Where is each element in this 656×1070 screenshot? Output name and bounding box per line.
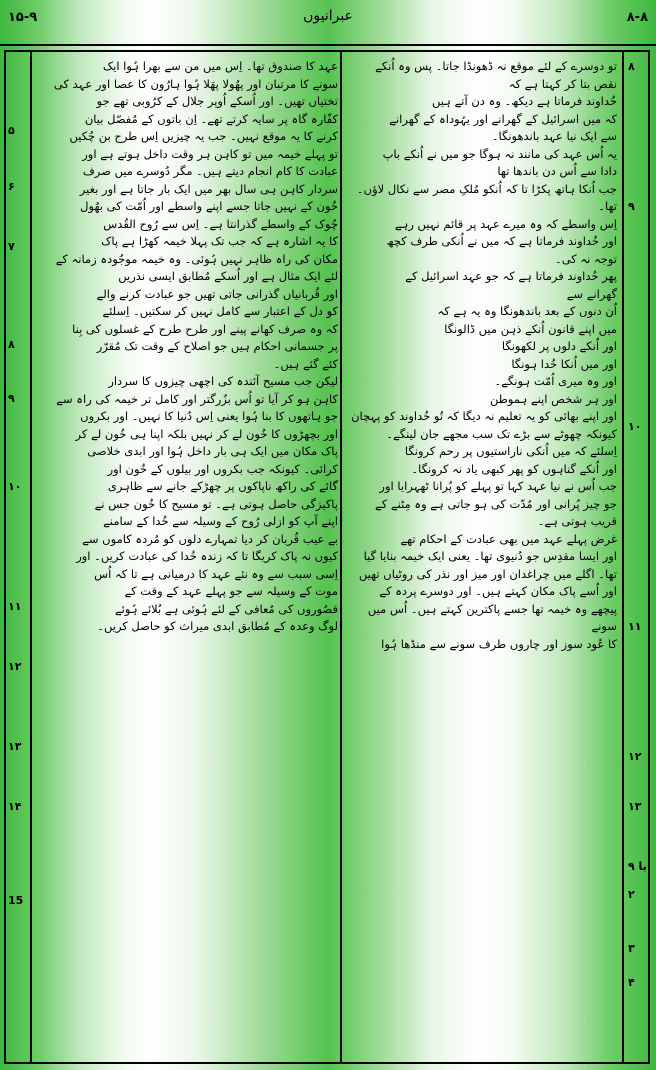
text-line: قصُوروں کی مُعافی کے لئے ہُوئی ہے بُلائے ہُوئے — [114, 601, 338, 616]
text-line: تختیاں تھیں۔ اور اُسکے اُوپر جلال کے کرُوبی تھے جو — [96, 94, 338, 108]
text-line: اور خُداوند فرماتا ہے کہ میں نے اُنکی طرف کچھ — [386, 234, 617, 248]
text-line: کیونکہ چھوٹے سے بڑے تک سب مجھے جان لینگے۔ — [386, 426, 617, 441]
verse-number: ۲ — [628, 888, 635, 901]
text-line: چُوک کے واسطے گذرانتا ہے۔ اِس سے رُوح القُدس — [103, 216, 338, 231]
text-line: پاکیزگی حاصل ہوتی ہے۔ تو مسیح کا خُون جس نے — [94, 496, 338, 511]
text-line: کاہن ہو کر آیا تو اُس بزُرگتر اور کامل تر خیمہ کی راہ سے — [56, 391, 338, 406]
text-line: اور ایسا مقدِس جو دُنیوی تھا۔ یعنی ایک خیمہ بنایا گیا — [363, 549, 617, 563]
verse-number: ۶ — [8, 180, 15, 193]
text-line: کو دل کے اعتبار سے کامل نہیں کر سکتیں۔ اِسلئے — [102, 304, 338, 318]
text-line: اور اُنکے گناہوں کو پھر کبھی یاد نہ کرونگا۔ — [411, 461, 617, 476]
text-line: تھا۔ — [598, 199, 617, 213]
right-margin-divider — [622, 50, 624, 1064]
text-line: اور اپنے بھائی کو یہ تعلیم نہ دیگا کہ تُو خُداوند کو پہچان — [351, 409, 617, 423]
text-line: پاک مکان میں ایک ہی بار داخل ہُوا اور ابدی خلاصی — [87, 444, 338, 458]
text-line: لوگ وعدہ کے مُطابق ابدی میراث کو حاصل کریں۔ — [97, 619, 338, 633]
page-header — [0, 0, 656, 46]
text-line: یہ اُس عہد کی مانند نہ ہوگا جو میں نے اُنکے باپ — [382, 146, 617, 161]
text-line: بے عیب قُربان کر دیا تمہارے دلوں کو مُردہ کاموں سے — [82, 531, 338, 546]
verse-number: ۱۰ — [8, 480, 22, 493]
text-line: خُون کے نہیں جاتا جسے اپنے واسطے اور اُمّت کی بھُول — [80, 199, 338, 213]
text-line: توجہ نہ کی۔ — [554, 251, 617, 266]
text-line: اور ہر شخص اپنے ہموطن — [490, 391, 617, 406]
text-line: اور اُسے پاک مکان کہتے ہیں۔ اور دوسرے پردہ کے — [379, 584, 617, 598]
text-line: پیچھے وہ خیمہ تھا جسے پاکترین کہتے ہیں۔ اُس میں سونے — [367, 601, 617, 633]
text-line: کا یہ اشارہ ہے کہ جب تک پہلا خیمہ کھڑا ہے پاک — [101, 234, 338, 248]
text-line: میں اپنے قانون اُنکے ذہن میں ڈالونگا — [444, 321, 617, 336]
verse-number: ۱۰ — [628, 420, 642, 433]
text-line: اور اُنکے دلوں پر لکھونگا — [501, 339, 617, 353]
text-line: موت کے وسیلہ سے جو پہلے عہد کے وقت کے — [124, 584, 338, 598]
verse-number: ۱۱ — [8, 600, 22, 613]
verse-number: ۱۲ — [8, 660, 22, 673]
text-line: عہد کا صندوق تھا۔ اِس میں من سے بھرا ہُوا ایک — [102, 59, 338, 73]
text-line: اِس واسطے کہ وہ میرے عہد پر قائم نہیں رہے — [394, 216, 617, 231]
verse-number: ۵ — [8, 124, 15, 137]
text-line: غرض پہلے عہد میں بھی عبادت کے احکام تھے — [400, 531, 617, 546]
verse-number: ۹ — [628, 200, 635, 213]
text-line: تو پہلے خیمہ میں تو کاہن ہر وقت داخل ہوتے ہے اور — [82, 146, 338, 161]
text-line: اور میں اُنکا خُدا ہونگا — [511, 356, 617, 371]
chapter-range-right: ۸-۸ — [626, 10, 648, 25]
text-line: کرائی۔ کیونکہ جب بکروں اور بیلوں کے خُون اور — [107, 461, 338, 476]
text-line: عبادت کا کام انجام دیتے ہیں۔ مگر دُوسرے میں صرف — [82, 164, 338, 178]
text-line: کفّارہ گاہ پر سایہ کرتے تھے۔ اِن باتوں کے مُفصّل بیان — [84, 111, 338, 126]
text-line: اِسلئے کہ میں اُنکی ناراستیوں پر رحم کرونگا — [404, 444, 617, 458]
column-divider — [340, 50, 342, 1064]
verse-number: ۸ — [628, 60, 635, 73]
left-margin-divider — [30, 50, 32, 1064]
text-line: کیوں نہ پاک کریگا تا کہ زندہ خُدا کی عبادت کریں۔ اور — [76, 549, 338, 563]
verse-number: ۱۳ — [8, 740, 22, 753]
text-line: جو ہاتھوں کا بنا ہُوا یعنی اِس دُنیا کا نہیں۔ اور بکروں — [80, 409, 338, 423]
text-line: اُن دنوں کے بعد باندھونگا وہ یہ ہے کہ — [437, 304, 617, 318]
text-line: سردار کاہن ہی سال بھر میں ایک بار جاتا ہے اور بغیر — [79, 181, 338, 196]
verse-number: ۹ با — [628, 860, 647, 873]
text-line: کئے گئے ہیں۔ — [273, 356, 338, 371]
text-line: جب اُنکا ہاتھ پکڑا تا کہ اُنکو مُلکِ مصر سے نکال لاؤں۔ — [356, 181, 617, 196]
verse-number: ۱۲ — [628, 750, 642, 763]
chapter-range-left: ۱۵-۹ — [8, 10, 38, 25]
text-line: دادا سے اُس دن باندھا تھا — [497, 164, 617, 178]
text-line: قریب ہوتی ہے۔ — [537, 514, 617, 528]
text-line: اور قُربانیاں گذرانی جاتی تھیں جو عبادت کرنے والے — [96, 286, 338, 301]
text-line: گائے کی راکھ ناپاکوں پر چھڑکے جانے سے ظاہری — [107, 479, 338, 493]
verse-number: ۴ — [628, 976, 635, 989]
verse-number: ۱۴ — [8, 800, 22, 813]
text-line: مکان کی راہ ظاہر نہیں ہُوئی۔ وہ خیمہ موجُودہ زمانہ کے — [55, 251, 338, 266]
text-line: سے ایک نیا عہد باندھونگا۔ — [491, 129, 617, 143]
text-line: کا عُود سوز اور چاروں طرف سونے سے منڈھا ہُوا — [381, 636, 617, 651]
verse-number: 15 — [8, 894, 24, 907]
text-line: سونے کا مرتبان اور پھُولا پھَلا ہُوا ہارُون کا عصا اور عہد کی — [53, 76, 338, 91]
text-line: اور وہ میری اُمّت ہونگے۔ — [494, 374, 617, 388]
text-line: اِسی سبب سے وہ نئے عہد کا درمیانی ہے تا کہ اُس — [94, 566, 338, 581]
verse-number: ۸ — [8, 338, 15, 351]
text-line: لیکن جب مسیح آئندہ کی اچھی چیزوں کا سردار — [108, 374, 338, 388]
left-text-column — [38, 58, 338, 636]
text-line: گھرانے سے — [566, 286, 617, 301]
text-line: پھر خُداوند فرماتا ہے کہ جو عہد اسرائیل کے — [405, 269, 617, 283]
text-line: تھا۔ اگلے میں چراغدان اور میز اور نذر کی روٹیاں تھیں — [358, 566, 617, 581]
verse-number: ۱۳ — [628, 800, 642, 813]
text-line: اور بچھڑوں کا خُون لے کر نہیں بلکہ اپنا ہی خُون لے کر — [75, 426, 338, 441]
verse-number: ۳ — [628, 942, 635, 955]
book-title: عبرانیوں — [303, 8, 353, 24]
text-line: اپنے آپ کو ازلی رُوح کے وسیلہ سے خُدا کے سامنے — [103, 514, 338, 528]
text-line: خُداوند فرماتا ہے دیکھ۔ وہ دن آتے ہیں — [431, 94, 617, 108]
text-line: نقص بتا کر کہتا ہے کہ — [508, 76, 617, 91]
verse-number: ۷ — [8, 240, 15, 253]
text-line: کرنے کا یہ موقع نہیں۔ جب یہ چیزیں اِس طرح بن چُکیں — [69, 129, 338, 143]
text-line: جب اُس نے نیا عہد کہا تو پہلے کو پُرانا ٹھہرایا اور — [379, 479, 617, 493]
verse-number: ۱۱ — [628, 620, 642, 633]
text-line: کہ وہ صرف کھانے پینے اور طرح طرح کے غسلوں کی بِنا — [72, 321, 338, 336]
right-text-column — [345, 58, 617, 653]
text-line: تو دوسرے کے لئے موقع نہ ڈھونڈا جاتا۔ پس وہ اُنکے — [375, 59, 617, 73]
text-line: کہ میں اسرائیل کے گھرانے اور یہُوداہ کے گھرانے — [389, 111, 617, 126]
verse-number: ۹ — [8, 392, 15, 405]
text-line: لئے ایک مثال ہے اور اُسکے مُطابق ایسی نذریں — [118, 269, 338, 283]
text-line: پر جسمانی احکام ہیں جو اصلاح کے وقت تک مُقرّر — [96, 339, 338, 353]
text-line: جو چیز پُرانی اور مُدّت کی ہو جاتی ہے وہ مِٹنے کے — [375, 496, 617, 511]
